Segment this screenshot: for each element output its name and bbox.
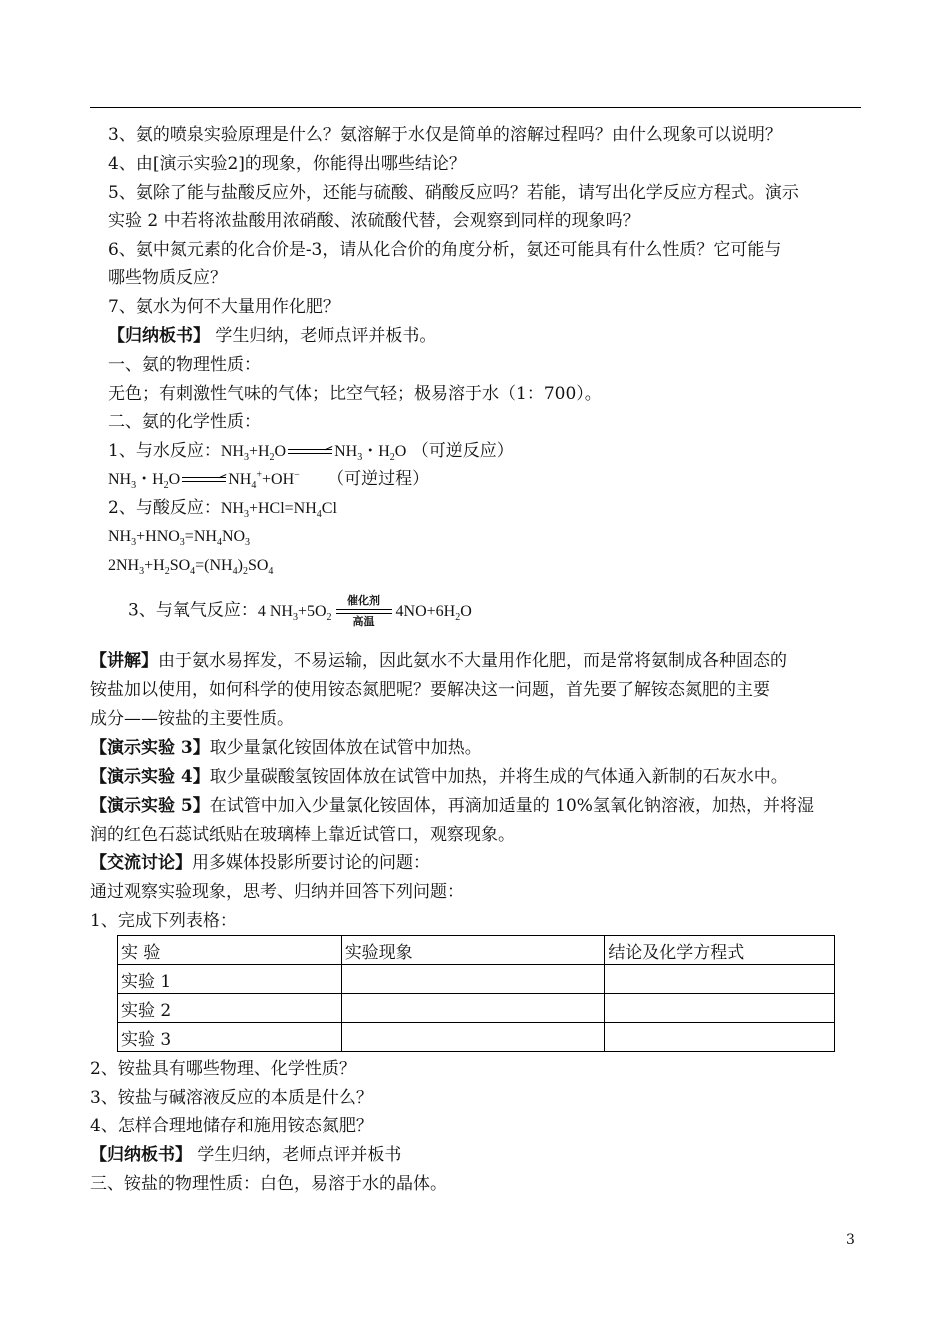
summary-1 — [108, 325, 436, 347]
ammonium-physical: 三、铵盐的物理性质：白色，易溶于水的晶体。 — [90, 1174, 447, 1194]
reaction-condition — [336, 595, 392, 629]
acid-reaction-label: 2、与酸反应： — [108, 498, 221, 518]
question-4: 4、由[演示实验2]的现象，你能得出哪些结论？ — [108, 154, 466, 174]
question-b4: 4、怎样合理地储存和施用铵态氮肥？ — [90, 1116, 373, 1136]
summary-2-tag: 【归纳板书】 — [90, 1145, 192, 1165]
equation-hno3: $NH_3+HNO_3=NH_4NO_3$ — [108, 528, 251, 549]
water-reaction-line — [108, 440, 514, 463]
table-header-cell: 实验现象 — [341, 936, 605, 965]
discuss-q1: 1、完成下列表格： — [90, 911, 237, 931]
table-row — [118, 994, 835, 1023]
acid-reaction-line — [108, 497, 337, 520]
table-cell — [341, 994, 605, 1023]
water-reaction-label: 1、与水反应： — [108, 441, 221, 461]
experiment-table — [117, 935, 835, 1052]
explain-line-2: 铵盐加以使用，如何科学的使用铵态氮肥呢？要解决这一问题，首先要了解铵态氮肥的主要 — [90, 680, 770, 700]
question-6: 6、氨中氮元素的化合价是-3，请从化合价的角度分析，氨还可能具有什么性质？它可能与 — [108, 240, 782, 260]
demo-4-tag: 【演示实验 4】 — [90, 767, 210, 787]
equation-h2so4: $2NH_3+H_2SO_4=(NH_4)_2SO_4$ — [108, 557, 274, 578]
heat-label: 高温 — [352, 616, 375, 628]
table-cell — [341, 965, 605, 994]
question-7: 7、氨水为何不大量用作化肥？ — [108, 297, 340, 317]
table-header-cell: 结论及化学方程式 — [605, 936, 835, 965]
explain-line-1 — [90, 650, 787, 672]
summary-1-text: 学生归纳，老师点评并板书。 — [210, 326, 437, 346]
table-header-cell: 实 验 — [118, 936, 342, 965]
ionization-line — [108, 468, 429, 491]
demo-5-tag: 【演示实验 5】 — [90, 796, 210, 816]
summary-2-text: 学生归纳，老师点评并板书 — [192, 1145, 402, 1165]
table-header-row — [118, 936, 835, 965]
table-cell — [605, 1023, 835, 1052]
ionization-note: （可逆过程） — [327, 469, 430, 489]
demo-3 — [90, 737, 482, 759]
discuss-intro: 通过观察实验现象，思考、归纳并回答下列问题： — [90, 882, 464, 902]
equation-ionization: $NH_3$・$H_2O$ $NH_4^++OH^-$ — [108, 469, 300, 492]
question-b2: 2、铵盐具有哪些物理、化学性质？ — [90, 1059, 356, 1079]
header-rule — [90, 107, 861, 108]
explain-tag: 【讲解】 — [90, 651, 158, 671]
table-cell: 实验 3 — [118, 1023, 342, 1052]
demo-3-text: 取少量氯化铵固体放在试管中加热。 — [209, 738, 482, 758]
demo-5-text: 在试管中加入少量氯化铵固体，再滴加适量的 10%氢氧化钠溶液，加热，并将湿 — [209, 796, 814, 816]
physical-text: 无色；有刺激性气味的气体；比空气轻；极易溶于水（1：700）。 — [108, 384, 602, 404]
reversible-arrow — [288, 447, 332, 457]
table-row — [118, 965, 835, 994]
table-row — [118, 1023, 835, 1052]
demo-4-text: 取少量碳酸氢铵固体放在试管中加热，并将生成的气体通入新制的石灰水中。 — [209, 767, 788, 787]
discuss-tag: 【交流讨论】 — [90, 853, 192, 873]
demo-5 — [90, 795, 814, 817]
question-b3: 3、铵盐与碱溶液反应的本质是什么？ — [90, 1088, 373, 1108]
question-5: 5、氨除了能与盐酸反应外，还能与硫酸、硝酸反应吗？若能，请写出化学反应方程式。演示 — [108, 183, 799, 203]
physical-heading: 一、氨的物理性质： — [108, 355, 261, 375]
table-cell: 实验 2 — [118, 994, 342, 1023]
demo-5-cont: 润的红色石蕊试纸贴在玻璃棒上靠近试管口，观察现象。 — [90, 825, 515, 845]
discuss-text: 用多媒体投影所要讨论的问题： — [192, 853, 430, 873]
demo-3-tag: 【演示实验 3】 — [90, 738, 210, 758]
summary-1-tag: 【归纳板书】 — [108, 326, 210, 346]
question-3: 3、氨的喷泉实验原理是什么？氨溶解于水仅是简单的溶解过程吗？由什么现象可以说明？ — [108, 125, 782, 145]
explain-text-1: 由于氨水易挥发，不易运输，因此氨水不大量用作化肥，而是常将氨制成各种固态的 — [158, 651, 787, 671]
table-cell — [605, 994, 835, 1023]
oxygen-reaction-line — [128, 595, 472, 629]
table-cell — [605, 965, 835, 994]
reversible-arrow — [182, 475, 226, 485]
oxygen-reaction-label: 3、与氧气反应： — [128, 600, 258, 621]
explain-line-3: 成分——铵盐的主要性质。 — [90, 709, 294, 729]
table-cell: 实验 1 — [118, 965, 342, 994]
demo-4 — [90, 766, 788, 788]
table-cell — [341, 1023, 605, 1052]
catalyst-label: 催化剂 — [347, 595, 381, 607]
equation-ammonia-water: $NH_3+H_2O$ $NH_3$・$H_2O$ — [220, 443, 407, 464]
summary-2 — [90, 1144, 401, 1166]
chemical-heading: 二、氨的化学性质： — [108, 412, 261, 432]
question-6-cont: 哪些物质反应？ — [108, 268, 227, 288]
equation-hcl: $NH_3+HCl=NH_4Cl$ — [220, 500, 337, 521]
discuss-line — [90, 852, 430, 874]
water-reaction-note: （可逆反应） — [411, 441, 514, 461]
equation-oxidation: 4 $NH_3+5O_2$ 催化剂 高温 $4NO+6H_2O$ — [257, 595, 472, 628]
page-number: 3 — [846, 1232, 855, 1248]
question-5-cont: 实验 2 中若将浓盐酸用浓硝酸、浓硫酸代替，会观察到同样的现象吗？ — [108, 211, 640, 231]
